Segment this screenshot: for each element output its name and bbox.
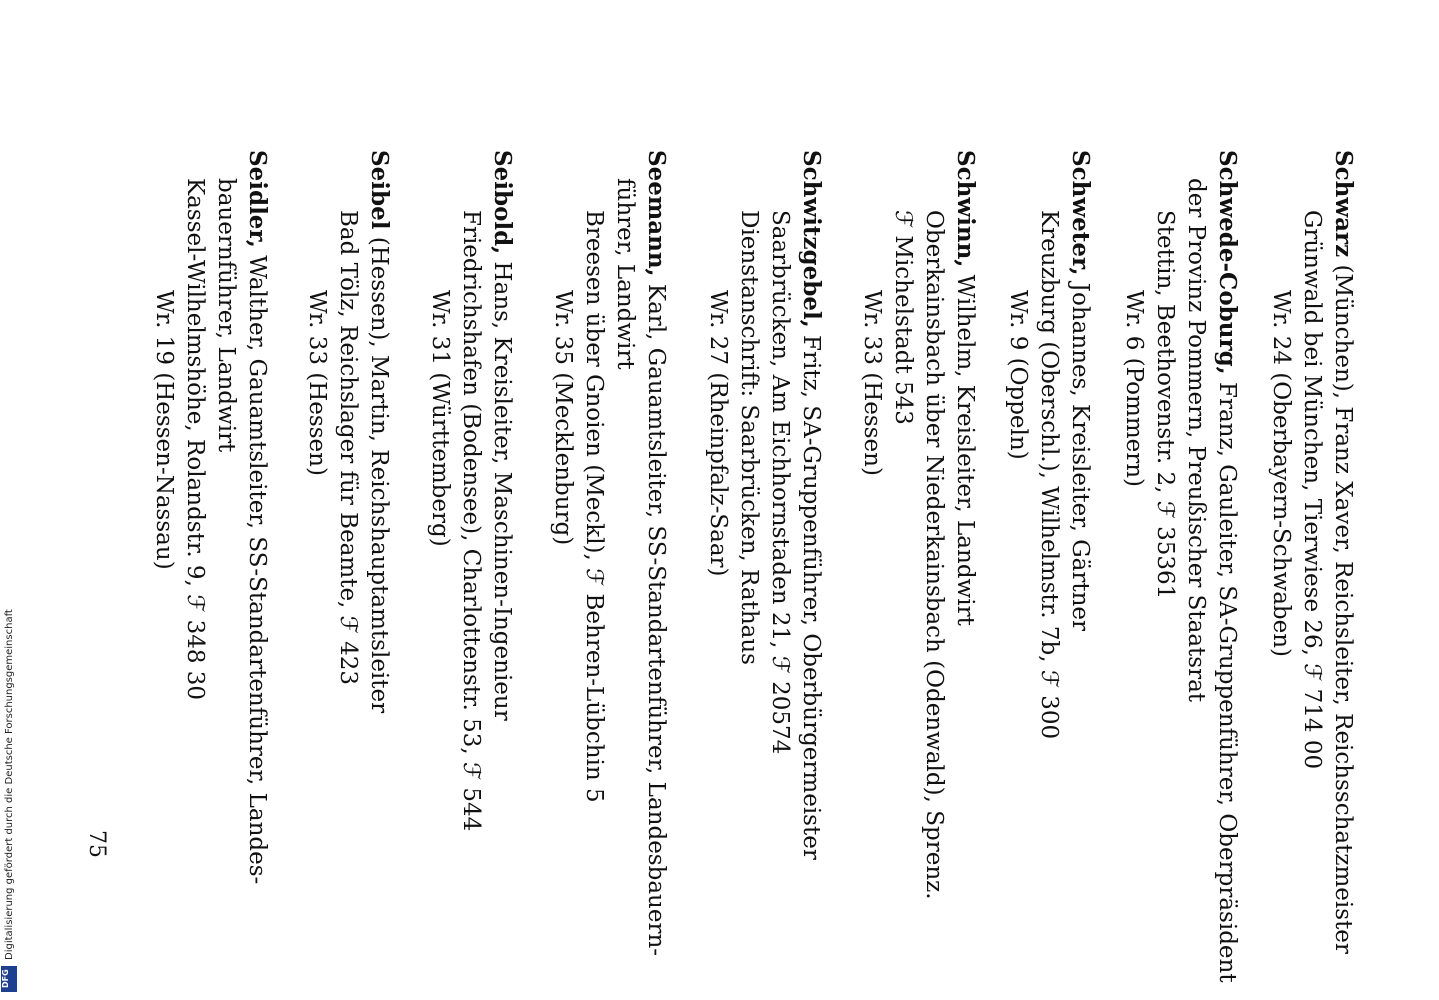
- entry-seemann: [547, 150, 672, 956]
- entry-seibold: [424, 150, 518, 831]
- entry-name: Schwinn,: [952, 150, 979, 268]
- entry-text: bauernführer, Landwirt: [213, 178, 239, 453]
- entry-text: Wr. 19 (Hessen-Nassau): [151, 290, 177, 570]
- entry-text: Karl, Gauamtsleiter, SS-Standartenführer, Landesbauern-: [643, 276, 669, 957]
- entry-text: Breesen über Gnoien (Meckl), ℱ Behren-Lübchin 5: [581, 210, 607, 803]
- entry-text: Stettin, Beethovenstr. 2, ℱ 35361: [1152, 210, 1178, 600]
- entry-text: Wr. 6 (Pommern): [1121, 290, 1147, 488]
- entry-text: Saarbrücken, Am Eichhornstaden 21, ℱ 20574: [767, 210, 793, 755]
- entry-schwinn: [856, 150, 981, 900]
- entry-text: Franz, Gauleiter, SA-Gruppenführer, Oberpräsident: [1214, 374, 1240, 983]
- entry-name: Schwarz: [1330, 150, 1357, 258]
- entry-name: Schwede-Coburg,: [1214, 150, 1241, 375]
- entry-text: Johannes, Kreisleiter, Gärtner: [1067, 275, 1093, 632]
- entry-text: Friedrichshafen (Bodensee), Charlottenstr. 53, ℱ 544: [458, 210, 484, 832]
- entry-text: Wr. 24 (Oberbayern-Schwaben): [1268, 290, 1294, 658]
- entry-schwede-coburg: [1118, 150, 1243, 983]
- entry-text: Kreuzburg (Oberschl.), Wilhelmstr. 7b, ℱ 300: [1036, 210, 1062, 740]
- entry-text: Wr. 27 (Rheinpfalz-Saar): [705, 290, 731, 577]
- entry-schwarz: [1265, 150, 1359, 954]
- entry-text: Bad Tölz, Reichslager für Beamte, ℱ 423: [335, 210, 361, 685]
- entry-text: Wr. 31 (Württemberg): [427, 290, 453, 547]
- page-number: 75: [84, 830, 109, 858]
- entry-text: Walther, Gauamtsleiter, SS-Standartenführer, Landes-: [244, 247, 270, 885]
- entry-text: Kassel-Wilhelmshöhe, Rolandstr. 9, ℱ 348 30: [182, 178, 208, 701]
- entry-seidler: [148, 150, 273, 884]
- entry-name: Seemann,: [643, 150, 670, 277]
- entry-text: Grünwald bei München, Tierwiese 26, ℱ 714 00: [1299, 210, 1325, 770]
- entry-text: Wr. 33 (Hessen): [304, 290, 330, 476]
- entry-text: Wr. 35 (Mecklenburg): [550, 290, 576, 546]
- entry-name: Schwitzgebel,: [798, 150, 825, 328]
- entry-text: Hans, Kreisleiter, Maschinen-Ingenieur: [489, 254, 515, 721]
- entry-text: Oberkainsbach über Niederkainsbach (Odenwald), Sprenz.: [921, 210, 947, 900]
- entry-text: ℱ Michelstadt 543: [890, 210, 916, 425]
- entry-seibel: [301, 150, 395, 713]
- entry-text: Wilhelm, Kreisleiter, Landwirt: [952, 267, 978, 626]
- entry-text: (Hessen), Martin, Reichshauptamtsleiter: [366, 229, 392, 714]
- dfg-logo-icon: DFG: [1, 966, 17, 992]
- entry-text: Fritz, SA-Gruppenführer, Oberbürgermeister: [798, 327, 824, 860]
- footer: [2, 0, 22, 1000]
- entry-schweter: [1002, 150, 1096, 739]
- entry-text: Wr. 9 (Oppeln): [1005, 290, 1031, 460]
- entry-text: der Provinz Pommern, Preußischer Staatsrat: [1183, 178, 1209, 703]
- entry-text: führer, Landwirt: [612, 178, 638, 370]
- entry-text: (München), Franz Xaver, Reichsleiter, Reichsschatzmeister: [1330, 257, 1356, 954]
- footer-text: Digitalisierung gefördert durch die Deutsche Forschungsgemeinschaft: [4, 609, 15, 960]
- entry-text: Wr. 33 (Hessen): [859, 290, 885, 476]
- entry-schwitzgebel: [702, 150, 827, 860]
- entry-name: Schweter,: [1067, 150, 1094, 276]
- entry-name: Seidler,: [244, 150, 271, 248]
- entry-name: Seibold,: [489, 150, 516, 255]
- entry-text: Dienstanschrift: Saarbrücken, Rathaus: [736, 210, 762, 665]
- entry-name: Seibel: [366, 150, 393, 230]
